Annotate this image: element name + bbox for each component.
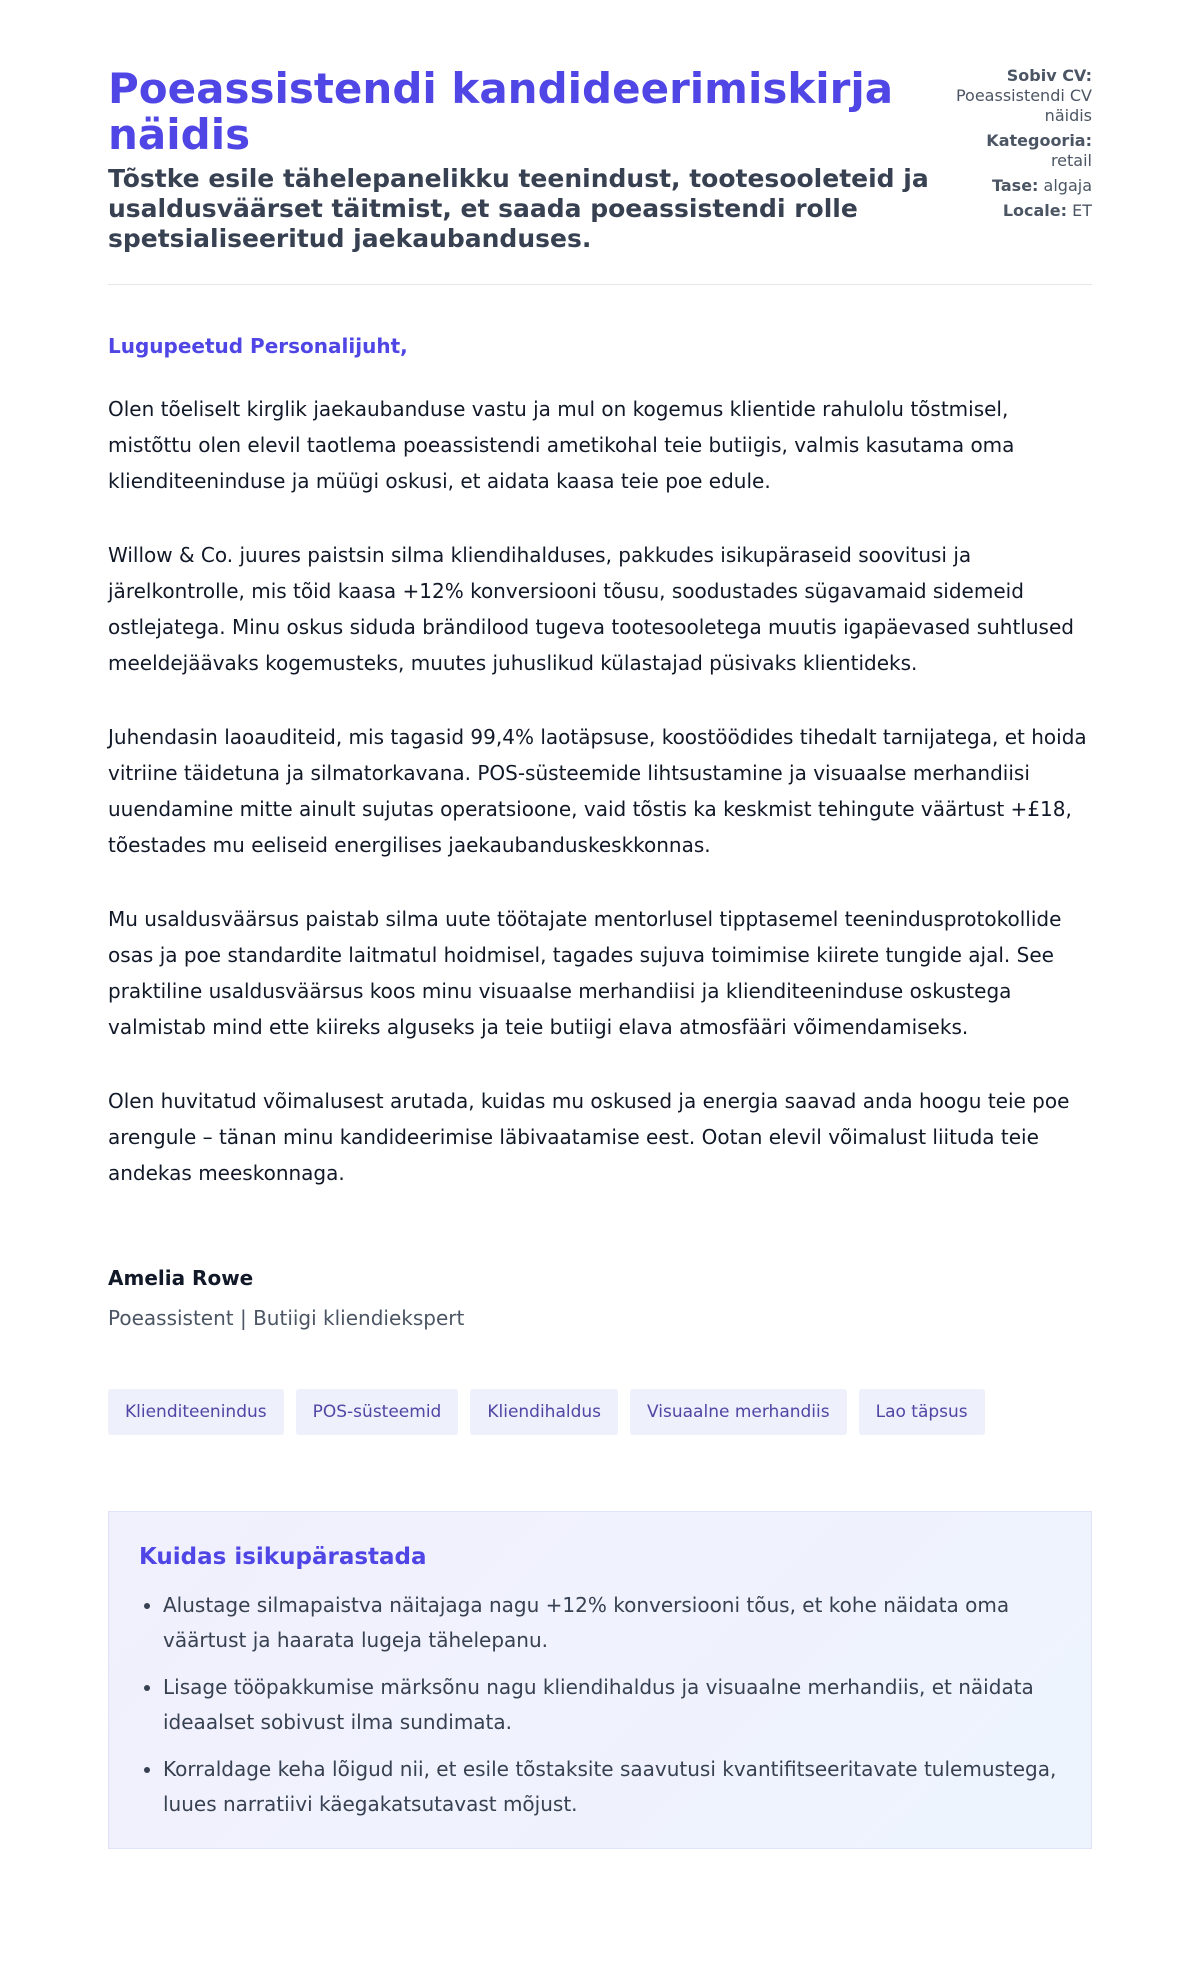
letter-paragraph: Mu usaldusväärsus paistab silma uute töötajate mentorlusel tipptasemel teenindusprotokollide osas ja poe standardite laitmatul hoidmisel, tagades sujuva toimimise kiirete tungide ajal. See praktiline usaldusväärsus koos minu visuaalse merhandiisi ja klienditeeninduse oskustega valmistab mind ette kiireks alguseks ja teie butiigi elava atmosfääri võimendamiseks.	[108, 907, 1062, 1039]
signature-role: Poeassistent | Butiigi kliendiekspert	[108, 1306, 465, 1330]
skill-tag: Klienditeenindus	[108, 1389, 284, 1435]
page-header	[108, 0, 1092, 253]
letter-paragraph: Olen tõeliselt kirglik jaekaubanduse vastu ja mul on kogemus klientide rahulolu tõstmisel, mistõttu olen elevil taotlema poeassistendi ametikohal teie butiigis, valmis kasutama oma klienditeeninduse ja müügi oskusi, et aidata kaasa teie poe edule.	[108, 397, 1015, 493]
personalize-tips-box	[108, 1511, 1092, 1849]
tips-item: • Alustage silmapaistva näitajaga nagu +12% konversiooni tõus, et kohe näidata oma väärtust ja haarata lugeja tähelepanu.	[163, 1588, 1061, 1658]
skill-tag: POS-süsteemid	[296, 1389, 459, 1435]
letter-greeting: Lugupeetud Personalijuht,	[108, 334, 408, 358]
page-title: Poeassistendi kandideerimiskirja näidis	[108, 64, 894, 159]
skill-tag: Visuaalne merhandiis	[630, 1389, 847, 1435]
letter-body	[108, 391, 1092, 1191]
skill-tag: Kliendihaldus	[470, 1389, 618, 1435]
letter-paragraph: Willow & Co. juures paistsin silma kliendihalduses, pakkudes isikupäraseid soovitusi ja järelkontrolle, mis tõid kaasa +12% konversiooni tõusu, soodustades sügavamaid sidemeid ostlejatega. Minu oskus siduda brändilood tugeva tootesooletega muutis igapäevased suhtlused meeldejäävaks kogemusteks, muutes juhuslikud külastajad püsivaks klientideks.	[108, 543, 1074, 675]
meta-category	[922, 131, 1092, 171]
letter-paragraph: Juhendasin laoauditeid, mis tagasid 99,4% laotäpsuse, koostöödides tihedalt tarnijatega, et hoida vitriine täidetuna ja silmatorkavana. POS-süsteemide lihtsustamine ja visuaalse merhandiisi uuendamine mitte ainult sujutas operatsioone, vaid tõstis ka keskmist tehingute väärtust +£18, tõestades mu eeliseid energilises jaekaubanduskeskkonnas.	[108, 725, 1087, 857]
meta-panel	[922, 66, 1092, 226]
tips-item: • Korraldage keha lõigud nii, et esile tõstaksite saavutusi kvantifitseeritavate tulemustega, luues narratiivi käegakatsutavast mõjust.	[163, 1752, 1061, 1822]
letter-paragraph: Olen huvitatud võimalusest arutada, kuidas mu oskused ja energia saavad anda hoogu teie poe arengule – tänan minu kandideerimise läbivaatamise eest. Ootan elevil võimalust liituda teie andekas meeskonnaga.	[108, 1089, 1070, 1185]
tips-item: • Lisage tööpakkumise märksõnu nagu kliendihaldus ja visuaalne merhandiis, et näidata ideaalset sobivust ilma sundimata.	[163, 1670, 1061, 1740]
meta-level	[922, 176, 1092, 196]
meta-level-label: Tase:	[992, 176, 1039, 195]
meta-locale-value: ET	[1072, 201, 1092, 220]
skill-tags	[108, 1389, 1092, 1435]
signature-name: Amelia Rowe	[108, 1266, 254, 1290]
tips-list	[139, 1588, 1061, 1822]
meta-level-value: algaja	[1043, 176, 1092, 195]
meta-cv	[922, 66, 1092, 126]
meta-category-value: retail	[1050, 151, 1092, 170]
tips-title: Kuidas isikupärastada	[139, 1544, 427, 1570]
meta-cv-label: Sobiv CV:	[1006, 66, 1092, 85]
meta-locale-label: Locale:	[1002, 201, 1068, 220]
meta-locale	[922, 201, 1092, 221]
header-divider	[108, 284, 1092, 285]
skill-tag: Lao täpsus	[859, 1389, 985, 1435]
meta-cv-value[interactable]: Poeassistendi CV näidis	[955, 86, 1092, 125]
page-subtitle: Tõstke esile tähelepanelikku teenindust, tootesooleteid ja usaldusväärset täitmist, et saada poeassistendi rolle spetsialiseeritud jaekaubanduses.	[108, 164, 929, 253]
meta-category-label: Kategooria:	[986, 131, 1092, 150]
